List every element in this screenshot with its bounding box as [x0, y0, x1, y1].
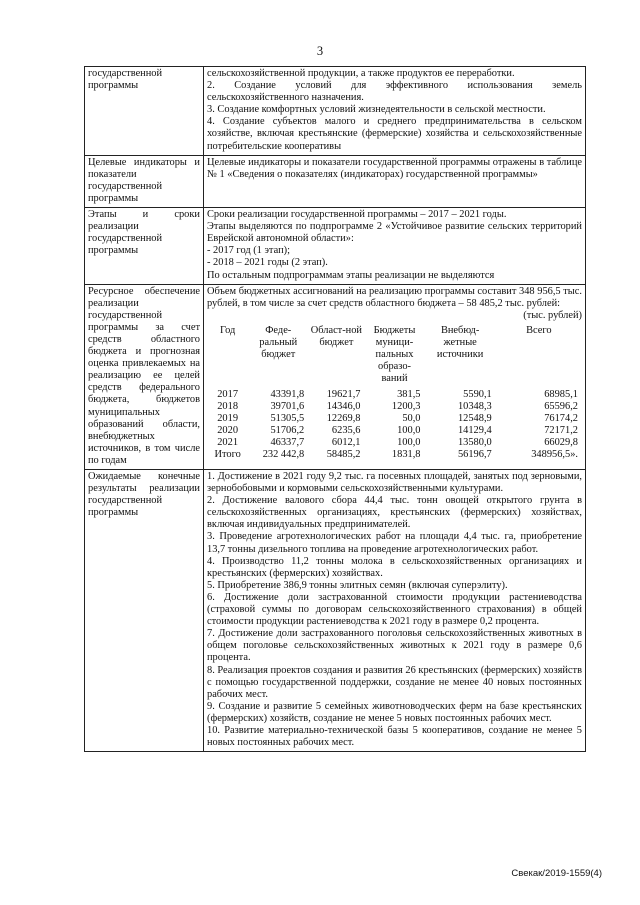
- cell: 39701,6: [270, 400, 305, 412]
- content-line: 2. Создание условий для эффективного использования земель сельскохозяйственного назначения.: [207, 80, 582, 104]
- page-number: 3: [316, 44, 324, 58]
- cell: 14129,4: [457, 424, 492, 436]
- col-header: Бюджеты муници-пальных образо-ваний: [373, 324, 416, 384]
- col-header: Всего: [526, 324, 552, 336]
- cell: 72171,2: [544, 424, 578, 436]
- result-item: 9. Создание и развитие 5 семейных животноводческих ферм на базе крестьянских (фермерских) хозяйств, создание не менее 5 новых постоянных рабочих мест.: [207, 700, 582, 724]
- col-header: Внебюд-жетные источники: [436, 324, 484, 360]
- cell: 2018: [217, 400, 239, 412]
- cell: 68985,1: [544, 388, 578, 400]
- cell: 100,0: [397, 424, 421, 436]
- content-line: сельскохозяйственной продукции, а также продуктов ее переработки.: [207, 68, 515, 79]
- content-line: Целевые индикаторы и показатели государственной программы отражены в таблице № 1 «Сведения о показателях (индикаторах) государственной программы»: [207, 156, 582, 180]
- finance-intro: Объем бюджетных ассигнований на реализацию программы составит 348 956,5 тыс. рублей, в том числе за счет средств областного бюджета – 58 485,2 тыс. рублей:: [207, 285, 582, 309]
- cell: 58485,2: [326, 448, 361, 460]
- content-line: Сроки реализации государственной программы – 2017 – 2021 годы.: [207, 209, 507, 221]
- finance-total-row: [207, 449, 582, 461]
- finance-unit: (тыс. рублей): [523, 309, 582, 321]
- result-item: 7. Достижение доли застрахованного поголовья сельскохозяйственных животных в общем поголовье сельскохозяйственных животных к 2021 году в размере 0,6 процента.: [207, 628, 582, 664]
- cell: 14346,0: [326, 400, 361, 412]
- cell: 1831,8: [391, 448, 421, 460]
- cell: 13580,0: [457, 436, 492, 448]
- cell: 6235,6: [331, 424, 361, 436]
- result-item: 6. Достижение доли застрахованной стоимости продукции растениеводства (страховой суммы по договорам сельскохозяйственного страхования) в общей стоимости продукции растениеводства к 2021 году в размере 0,2 процента.: [207, 591, 582, 628]
- cell: 56196,7: [457, 448, 492, 460]
- cell: 12548,9: [457, 412, 492, 424]
- cell: 1200,3: [391, 400, 421, 412]
- table-row: [85, 284, 586, 469]
- finance-row: [207, 401, 582, 413]
- finance-header-row: [207, 325, 582, 385]
- table-row: [85, 155, 586, 207]
- cell: 46337,7: [270, 436, 305, 448]
- col-header: Област-ной бюджет: [310, 324, 362, 348]
- cell: 51305,5: [270, 412, 305, 424]
- cell: 12269,8: [326, 412, 361, 424]
- cell: 65596,2: [544, 400, 578, 412]
- row-label: государственной программы: [85, 67, 204, 156]
- cell: 51706,2: [270, 424, 305, 436]
- cell: 50,0: [402, 412, 421, 424]
- content-line: - 2018 – 2021 годы (2 этап).: [207, 257, 328, 269]
- content-line: По остальным подпрограммам этапы реализации не выделяются: [207, 269, 495, 281]
- col-header: Феде-ральный бюджет: [259, 324, 298, 360]
- table-row: [85, 470, 586, 752]
- passport-table: [84, 66, 586, 752]
- table-row: [85, 67, 586, 156]
- results-label: Ожидаемые конечные результаты реализации государственной программы: [85, 470, 204, 752]
- cell: 232 442,8: [262, 448, 305, 460]
- content-line: Этапы выделяются по подпрограмме 2 «Устойчивое развитие сельских территорий Еврейской автономной области»:: [207, 221, 582, 245]
- result-item: 3. Проведение агротехнологических работ на площади 4,4 тыс. га, приобретение 13,7 тонны дизельного топлива на проведение агротехнологических работ.: [207, 531, 582, 555]
- result-item: 4. Производство 11,2 тонны молока в сельскохозяйственных организациях и крестьянских (фермерских) хозяйствах.: [207, 555, 582, 579]
- result-item: 5. Приобретение 386,9 тонны элитных семян (включая суперэлиту).: [207, 579, 508, 591]
- cell: 43391,8: [270, 388, 305, 400]
- cell: 19621,7: [326, 388, 361, 400]
- footer-code: Свекак/2019-1559(4): [511, 868, 602, 879]
- finance-row: [207, 437, 582, 449]
- finance-content: [204, 284, 586, 469]
- row-content: [204, 155, 586, 207]
- cell: 6012,1: [331, 436, 361, 448]
- result-item: 2. Достижение валового сбора 44,4 тыс. тонн овощей открытого грунта в сельскохозяйственных организациях, крестьянских (фермерских) хозяйствах, включая индивидуальных предпринимателей.: [207, 495, 582, 531]
- cell: Итого: [214, 448, 241, 460]
- cell: 66029,8: [544, 436, 578, 448]
- content-line: 4. Создание субъектов малого и среднего предпринимательства в сельском хозяйстве, включая крестьянские (фермерские) хозяйства и сельскохозяйственные потребительские кооперативы: [207, 116, 582, 152]
- row-content: [204, 67, 586, 156]
- results-content: [204, 470, 586, 752]
- row-content: [204, 208, 586, 285]
- content-line: - 2017 год (1 этап);: [207, 245, 290, 257]
- finance-row: [207, 413, 582, 425]
- cell: 2017: [217, 388, 239, 400]
- cell: 10348,3: [457, 400, 492, 412]
- cell: 2019: [217, 412, 239, 424]
- content-line: 3. Создание комфортных условий жизнедеятельности в сельской местности.: [207, 104, 546, 116]
- cell: 100,0: [397, 436, 421, 448]
- cell: 5590,1: [463, 388, 492, 400]
- finance-table: [207, 325, 582, 461]
- result-item: 1. Достижение в 2021 году 9,2 тыс. га посевных площадей, занятых под зерновыми, зернобобовыми и кормовыми сельскохозяйственными культурами.: [207, 471, 582, 495]
- col-header: Год: [219, 324, 236, 336]
- result-item: 8. Реализация проектов создания и развития 26 крестьянских (фермерских) хозяйств с помощью государственной поддержки, создание не менее 40 новых постоянных рабочих мест.: [207, 664, 582, 700]
- cell: 2020: [217, 424, 239, 436]
- finance-label: Ресурсное обеспечение реализации государственной программы за счет средств областного бюджета и прогнозная оценка привлекаемых на реализацию ее целей средств федерального бюджета, бюджетов муниципальных образований области, внебюджетных источников, в том числе по годам: [85, 284, 204, 469]
- row-label: Целевые индикаторы и показатели государственной программы: [85, 155, 204, 207]
- cell: 348956,5».: [531, 448, 578, 460]
- cell: 76174,2: [544, 412, 578, 424]
- row-label: Этапы и сроки реализации государственной программы: [85, 208, 204, 285]
- table-row: [85, 208, 586, 285]
- cell: 2021: [217, 436, 239, 448]
- finance-row: [207, 389, 582, 401]
- result-item: 10. Развитие материально-технической базы 5 кооперативов, создание не менее 5 новых постоянных рабочих мест.: [207, 724, 582, 749]
- finance-row: [207, 425, 582, 437]
- cell: 381,5: [397, 388, 421, 400]
